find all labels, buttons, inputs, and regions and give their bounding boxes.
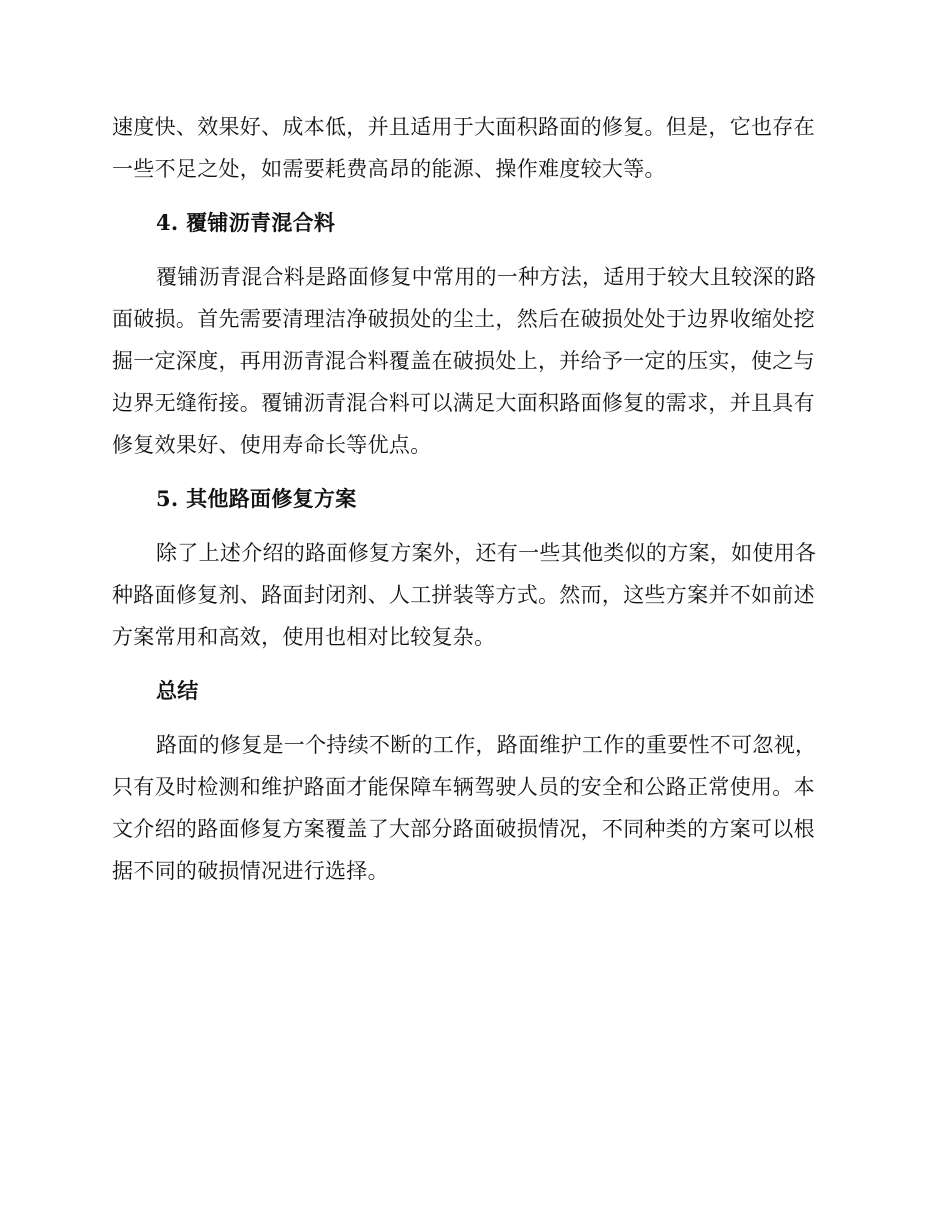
spacer <box>112 520 831 532</box>
spacer <box>112 190 831 202</box>
spacer <box>112 244 831 256</box>
section-body-4: 覆铺沥青混合料是路面修复中常用的一种方法，适用于较大且较深的路面破损。首先需要清理洁净破损处的尘土，然后在破损处处于边界收缩处挖掘一定深度，再用沥青混合料覆盖在破损处上，并给予一定的压实，使之与边界无缝衔接。覆铺沥青混合料可以满足大面积路面修复的需求，并且具有修复效果好、使用寿命长等优点。 <box>112 265 817 457</box>
summary-heading: 总结 <box>156 678 199 703</box>
spacer <box>112 658 831 670</box>
spacer <box>112 712 831 724</box>
section-heading-4: 4. 覆铺沥青混合料 <box>156 210 336 235</box>
section-heading-5: 5. 其他路面修复方案 <box>156 486 357 511</box>
section-body-5: 除了上述介绍的路面修复方案外，还有一些其他类似的方案，如使用各种路面修复剂、路面封闭剂、人工拼装等方式。然而，这些方案并不如前述方案常用和高效，使用也相对比较复杂。 <box>112 541 817 649</box>
spacer <box>112 466 831 478</box>
summary-body: 路面的修复是一个持续不断的工作，路面维护工作的重要性不可忽视，只有及时检测和维护路面才能保障车辆驾驶人员的安全和公路正常使用。本文介绍的路面修复方案覆盖了大部分路面破损情况，不同种类的方案可以根据不同的破损情况进行选择。 <box>112 733 817 883</box>
intro-paragraph: 速度快、效果好、成本低，并且适用于大面积路面的修复。但是，它也存在一些不足之处，如需要耗费高昂的能源、操作难度较大等。 <box>112 115 815 181</box>
